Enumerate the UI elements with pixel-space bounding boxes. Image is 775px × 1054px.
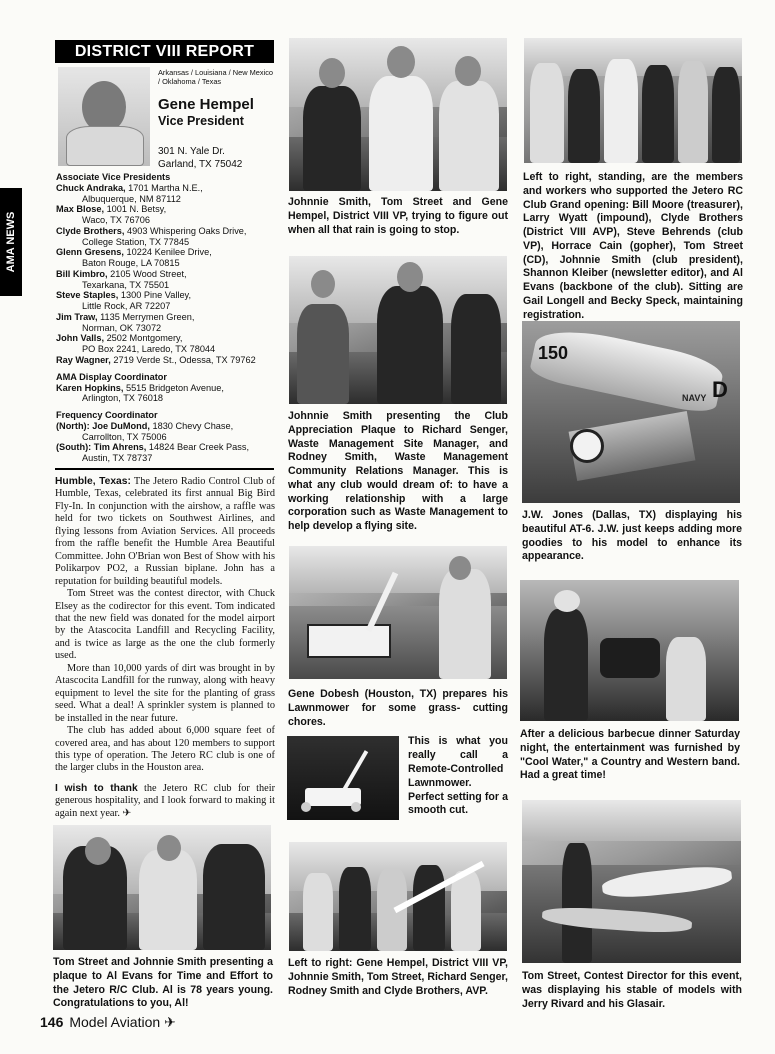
contact-entry: Clyde Brothers, 4903 Whispering Oaks Drive, bbox=[56, 225, 247, 236]
vp-address-line-1: 301 N. Yale Dr. bbox=[158, 146, 225, 157]
photo-caption: Left to right, standing, are the members and workers who supported the Jetero RC Club Grand opening: Bill Moore (treasurer), Larry Wyatt (impound), Clyde Brothers (District VIII AVP), Steve Behrends (club VP), Horrace Cain (gopher), Tom Street (CD), Johnnie Smith (club president), Shannon Kleiber (newsletter editor), and Al Evans (backbone of the club). Sitting are Gail Longell and Becky Speck, maintaining registration. bbox=[523, 171, 743, 321]
vp-address-line-2: Garland, TX 75042 bbox=[158, 158, 243, 170]
contact-entry: Bill Kimbro, 2105 Wood Street, bbox=[56, 268, 187, 279]
photo-group-six bbox=[289, 842, 507, 951]
photo-at6-model bbox=[522, 321, 740, 503]
photo-club-members bbox=[524, 38, 742, 163]
airplane-icon: ✈ bbox=[164, 1014, 176, 1030]
vp-name: Gene Hempel bbox=[158, 96, 254, 113]
article-paragraph: Tom Street was the contest director, with Chuck Elsey as the codirector for this event. Tom indicated that the new field was donated for the model airport by the Atascocita Landfill and Recycling Facility, and is twice as large as the one the club formerly used. bbox=[55, 588, 275, 662]
photo-caption: Tom Street and Johnnie Smith presenting a plaque to Al Evans for Time and Effort to the Jetero R/C Club. Al is 78 years young. Congratulations to you, Al! bbox=[53, 956, 273, 1010]
article-paragraph: More than 10,000 yards of dirt was brought in by Atascocita Landfill for the runway, along with heavy equipment to level the site for the planting of grass seed. What a deal! A sprinkler system is planned to be installed in the near future. bbox=[55, 662, 275, 724]
district-states: Arkansas / Louisiana / New Mexico / Oklahoma / Texas bbox=[158, 68, 274, 87]
photo-rc-lawnmower bbox=[287, 736, 399, 820]
article-paragraph: Humble, Texas: The Jetero Radio Control Club of Humble, Texas, celebrated its first annual Big Bird Fly-In. In conjunction with the airshow, a raffle was held for two tickets on Southwest Airlines, and flying lessons from Aviation Services. All proceeds from the raffle benefit the Humble Area Beautiful Committee. John O'Brian won Best of Show with his Polikarpov PO2, a Russian biplane. John has a reputation for building beautiful models. bbox=[55, 476, 275, 587]
vp-portrait bbox=[58, 67, 150, 166]
report-title: DISTRICT VIII REPORT bbox=[55, 40, 274, 63]
photo-caption: Johnnie Smith presenting the Club Appreciation Plaque to Richard Senger, Waste Management Site Manager, and Rodney Smith, Waste Management Community Relations Manager. This is what any club would dream of: to have a working relationship with a large corporation such as Waste Management to help develop a flying site. bbox=[288, 410, 508, 533]
contact-entry: Max Blose, 1001 N. Betsy, bbox=[56, 204, 167, 215]
photo-caption: Johnnie Smith, Tom Street and Gene Hempel, District VIII VP, trying to figure out when all that rain is going to stop. bbox=[288, 196, 508, 236]
plane-tail-letter: D bbox=[712, 377, 728, 402]
photo-country-band bbox=[520, 580, 739, 721]
photo-caption: Left to right: Gene Hempel, District VIII VP, Johnnie Smith, Tom Street, Richard Senger, Rodney Smith and Clyde Brothers, AVP. bbox=[288, 957, 508, 997]
photo-model-stable bbox=[522, 800, 741, 963]
plane-navy-marking: NAVY bbox=[682, 393, 707, 403]
contact-entry: Glenn Gresens, 10224 Kenilee Drive, bbox=[56, 247, 212, 258]
photo-al-evans-plaque bbox=[53, 825, 271, 950]
article-thanks: I wish to thank the Jetero RC club for their generous hospitality, and I look forward to making it again next year. ✈ bbox=[55, 782, 275, 819]
photo-caption: After a delicious barbecue dinner Saturday night, the entertainment was furnished by "Cool Water," a Country and Western band. Had a great time! bbox=[520, 728, 740, 782]
section-divider bbox=[55, 468, 274, 470]
frequency-coordinator-heading: Frequency Coordinator bbox=[56, 410, 158, 421]
vp-address bbox=[158, 146, 242, 171]
contact-entry: Ray Wagner, 2719 Verde St., Odessa, TX 79762 bbox=[56, 355, 256, 366]
section-tab-label: AMA NEWS bbox=[5, 211, 17, 273]
contact-entry: Karen Hopkins, 5515 Bridgeton Avenue, bbox=[56, 382, 224, 393]
assoc-vp-heading: Associate Vice Presidents bbox=[56, 172, 171, 182]
plane-number: 150 bbox=[538, 343, 569, 363]
photo-lawnmower-prep bbox=[289, 546, 507, 679]
contact-entry: (South): Tim Ahrens, 14824 Bear Creek Pass, bbox=[56, 442, 250, 453]
photo-plaque-presentation bbox=[289, 256, 507, 404]
contacts-list: Associate Vice Presidents Chuck Andraka, 1701 Martha N.E., Albuquerque, NM 87112 Max Blose, 1001 N. Betsy, Waco, TX 76706 Clyde Brothers, 4903 Whispering Oaks Drive, College Station, TX 77845 Glenn Gresens, 10224 Kenilee Drive, Baton Rouge, LA 70815 Bill Kimbro, 2105 Wood Street, Texarkana, TX 75501 Steve Staples, 1300 Pine Valley, Little Rock, AR 72207 Jim Traw, 1135 Merrymen Green, Norman, OK 73072 John Valls, 2502 Montgomery, PO Box 2241, Laredo, TX 78044 Ray Wagner, 2719 Verde St., Odessa, TX 79762 AMA Display Coordinator Karen Hopkins, 5515 Bridgeton Avenue, Arlington, TX 76018 Frequency Coordinator (North): Joe DuMond, 1830 Chevy Chase, Carrollton, TX 75006 (South): Tim Ahrens, 14824 Bear Creek Pass, Austin, TX 78737 bbox=[56, 172, 276, 464]
photo-caption: J.W. Jones (Dallas, TX) displaying his beautiful AT-6. J.W. just keeps adding more goodies to his model to enhance its appearance. bbox=[522, 509, 742, 563]
article-paragraph: The club has added about 6,000 square feet of covered area, and has about 120 members to support this type of operation. The Jetero RC club is one of the larger clubs in the Houston area. bbox=[55, 725, 275, 774]
contact-entry: John Valls, 2502 Montgomery, bbox=[56, 333, 183, 344]
vp-title: Vice President bbox=[158, 114, 244, 128]
contact-entry: Jim Traw, 1135 Merrymen Green, bbox=[56, 311, 195, 322]
photo-caption: Gene Dobesh (Houston, TX) prepares his Lawnmower for some grass- cutting chores. bbox=[288, 688, 508, 728]
photo-caption: Tom Street, Contest Director for this event, was displaying his stable of models with Jerry Rivard and his Glasair. bbox=[522, 970, 742, 1010]
page-number: 146 bbox=[40, 1014, 64, 1030]
photo-caption: This is what you really call a Remote-Controlled Lawnmower. Perfect setting for a smooth cut. bbox=[408, 735, 508, 817]
contact-entry: Steve Staples, 1300 Pine Valley, bbox=[56, 290, 192, 301]
display-coordinator-heading: AMA Display Coordinator bbox=[56, 371, 167, 382]
page-footer bbox=[40, 1014, 176, 1031]
contact-entry: (North): Joe DuMond, 1830 Chevy Chase, bbox=[56, 420, 234, 431]
magazine-name: Model Aviation bbox=[69, 1014, 161, 1030]
contact-entry: Chuck Andraka, 1701 Martha N.E., bbox=[56, 182, 203, 193]
photo-three-men bbox=[289, 38, 507, 191]
article-body bbox=[55, 476, 275, 820]
airplane-icon: ✈ bbox=[122, 807, 132, 819]
roundel-icon bbox=[570, 429, 604, 463]
section-tab bbox=[0, 188, 22, 296]
